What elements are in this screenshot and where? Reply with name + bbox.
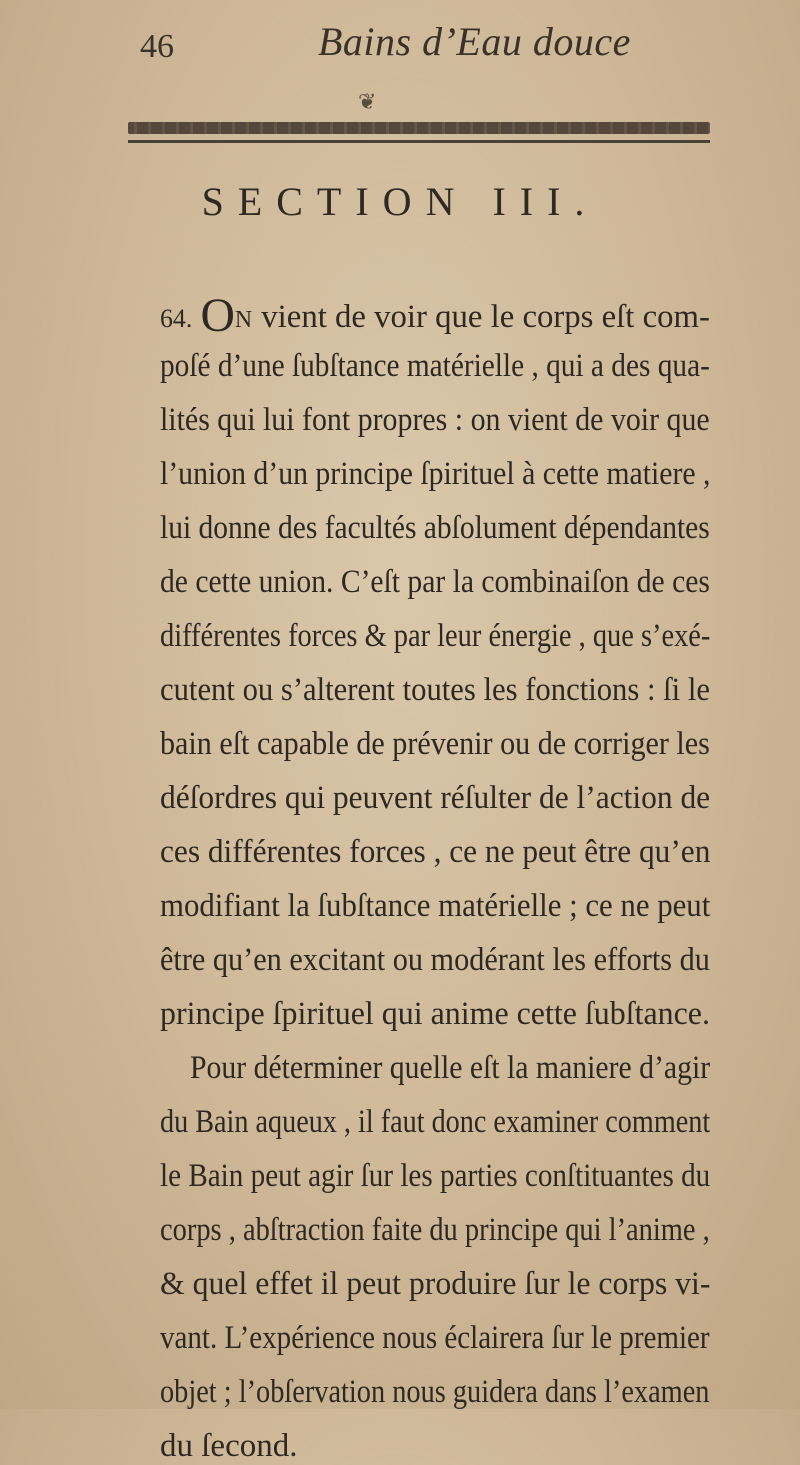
paragraph-1-line-4: l’union d’un principe ſpirituel à cette matiere ,	[160, 456, 711, 492]
paragraph-2-line-4: corps , abſtraction faite du principe qui l’anime ,	[160, 1212, 710, 1248]
section-heading: SECTION III.	[201, 179, 599, 224]
paragraph-1-line-7: différentes forces & par leur énergie , que s’exé-	[160, 618, 711, 654]
page-header	[0, 0, 800, 115]
paragraph-1-line-12: modifiant la ſubſtance matérielle ; ce ne peut	[160, 888, 711, 924]
line-text: vient de voir que le corps eſt com-	[261, 299, 710, 335]
paragraph-2-line-5: & quel effet il peut produire ſur le corps vi-	[160, 1266, 711, 1302]
decorative-rule-bottom	[128, 140, 710, 143]
paragraph-1-line-5: lui donne des facultés abſolument dépendantes	[160, 510, 710, 546]
paragraph-2-line-7: objet ; l’obſervation nous guidera dans l’examen	[160, 1374, 710, 1410]
paragraph-2-line-2: du Bain aqueux , il faut donc examiner comment	[160, 1104, 711, 1140]
paragraph-1-line-14: principe ſpirituel qui anime cette ſubſtance.	[160, 996, 710, 1032]
paragraph-1-line-3: lités qui lui font propres : on vient de voir que	[160, 402, 710, 438]
drop-cap: O	[200, 289, 235, 342]
running-title: Bains d’Eau douce	[318, 19, 631, 64]
paragraph-2-line-8: du ſecond.	[160, 1428, 298, 1464]
paragraph-2-line-3: le Bain peut agir ſur les parties conſtituantes du	[160, 1158, 711, 1194]
paragraph-1-line-6: de cette union. C’eſt par la combinaiſon de ces	[160, 564, 710, 600]
paragraph-1-line-2: poſé d’une ſubſtance matérielle , qui a des qua-	[160, 348, 710, 384]
paragraph-number: 64.	[160, 304, 193, 333]
decorative-rule-top	[128, 122, 710, 134]
paragraph-1-line-9: bain eſt capable de prévenir ou de corriger les	[160, 726, 710, 762]
paragraph-1-line-1	[160, 289, 710, 342]
ornament-icon: ❦	[358, 90, 377, 115]
paragraph-2-line-1: Pour déterminer quelle eſt la maniere d’agir	[190, 1050, 711, 1086]
small-caps: N	[234, 307, 254, 333]
paragraph-1-line-8: cutent ou s’alterent toutes les fonctions : ſi le	[160, 672, 710, 708]
paragraph-1-line-11: ces différentes forces , ce ne peut être qu’en	[160, 834, 711, 870]
paragraph-1-line-10: déſordres qui peuvent réſulter de l’action de	[160, 780, 711, 816]
paragraph-1-line-13: être qu’en excitant ou modérant les efforts du	[160, 942, 710, 978]
page-number: 46	[140, 28, 174, 65]
paragraph-2-line-6: vant. L’expérience nous éclairera ſur le premier	[160, 1320, 710, 1356]
